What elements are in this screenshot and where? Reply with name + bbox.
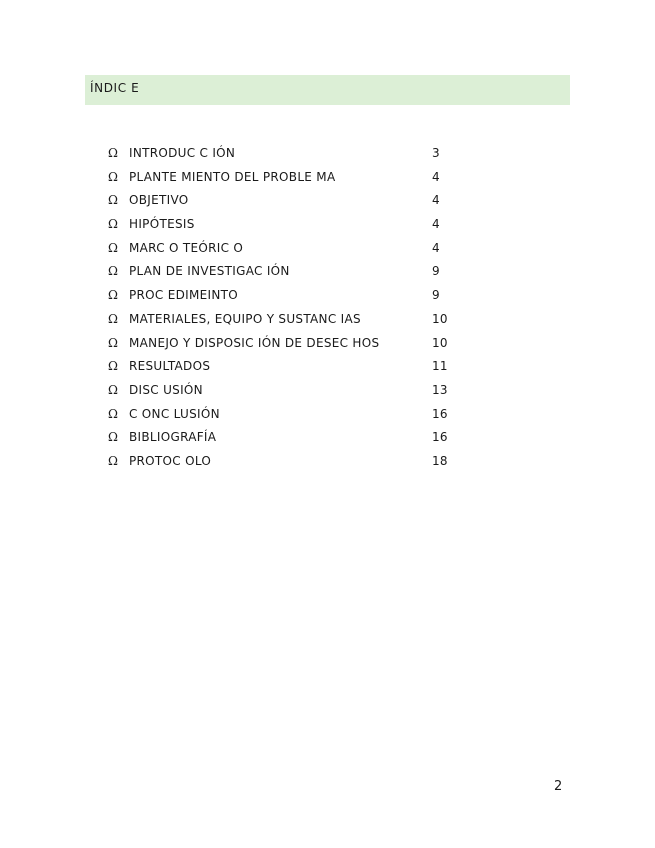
- omega-bullet-icon: Ω: [108, 359, 119, 374]
- toc-entry-page: 4: [432, 169, 440, 184]
- omega-bullet-icon: Ω: [108, 382, 119, 397]
- toc-entry[interactable]: [108, 144, 468, 168]
- toc-entry-page: 16: [432, 406, 448, 421]
- toc-entry[interactable]: [108, 405, 468, 429]
- toc-entry-label: PROC EDIMEINTO: [129, 288, 239, 303]
- toc-entry[interactable]: [108, 381, 468, 405]
- toc-entry[interactable]: [108, 357, 468, 381]
- toc-entry-page: 16: [432, 430, 448, 445]
- toc-entry-label: BIBLIOGRAFÍA: [129, 430, 217, 445]
- toc-entry-page: 10: [432, 311, 448, 326]
- omega-bullet-icon: Ω: [108, 264, 119, 279]
- omega-bullet-icon: Ω: [108, 240, 119, 255]
- toc-entry-label: HIPÓTESIS: [129, 217, 195, 232]
- toc-entry[interactable]: [108, 428, 468, 452]
- toc-entry-page: 9: [432, 288, 440, 303]
- toc-entry-label: MATERIALES, EQUIPO Y SUSTANC IAS: [129, 311, 361, 326]
- toc-entry-page: 9: [432, 264, 440, 279]
- toc-entry-page: 4: [432, 193, 440, 208]
- page-number: 2: [554, 779, 563, 794]
- toc-entry[interactable]: [108, 262, 468, 286]
- omega-bullet-icon: Ω: [108, 288, 119, 303]
- toc-entry-label: OBJETIVO: [129, 193, 189, 208]
- omega-bullet-icon: Ω: [108, 430, 119, 445]
- omega-bullet-icon: Ω: [108, 406, 119, 421]
- toc-entry-label: MARC O TEÓRIC O: [129, 240, 244, 255]
- toc-entry-page: 13: [432, 382, 448, 397]
- toc-entry[interactable]: [108, 215, 468, 239]
- toc-entry-page: 10: [432, 335, 448, 350]
- index-heading-title: ÍNDIC E: [90, 81, 140, 95]
- toc-entry-label: PLANTE MIENTO DEL PROBLE MA: [129, 169, 336, 184]
- toc-entry-page: 3: [432, 146, 440, 160]
- toc-entry-label: C ONC LUSIÓN: [129, 406, 220, 421]
- toc-entry-page: 4: [432, 240, 440, 255]
- omega-bullet-icon: Ω: [108, 311, 119, 326]
- omega-bullet-icon: Ω: [108, 169, 119, 184]
- omega-bullet-icon: Ω: [108, 453, 119, 468]
- toc-entry-page: 18: [432, 453, 448, 468]
- omega-bullet-icon: Ω: [108, 193, 119, 208]
- toc-entry-label: RESULTADOS: [129, 359, 211, 374]
- toc-entry[interactable]: [108, 239, 468, 263]
- omega-bullet-icon: Ω: [108, 335, 119, 350]
- toc-entry[interactable]: [108, 168, 468, 192]
- toc-entry-label: MANEJO Y DISPOSIC IÓN DE DESEC HOS: [129, 335, 380, 350]
- toc-entry-label: PROTOC OLO: [129, 453, 212, 468]
- toc-entry[interactable]: [108, 334, 468, 358]
- toc-entry-page: 4: [432, 217, 440, 232]
- index-heading-bar: [85, 75, 570, 105]
- toc-entry[interactable]: [108, 286, 468, 310]
- toc-entry[interactable]: [108, 452, 468, 476]
- toc-entry-page: 11: [432, 359, 448, 374]
- toc-entry-label: INTRODUC C IÓN: [129, 146, 236, 160]
- toc-entry[interactable]: [108, 191, 468, 215]
- toc-entry[interactable]: [108, 310, 468, 334]
- omega-bullet-icon: Ω: [108, 146, 119, 160]
- table-of-contents: [108, 144, 468, 476]
- omega-bullet-icon: Ω: [108, 217, 119, 232]
- toc-entry-label: DISC USIÓN: [129, 382, 203, 397]
- toc-entry-label: PLAN DE INVESTIGAC IÓN: [129, 264, 290, 279]
